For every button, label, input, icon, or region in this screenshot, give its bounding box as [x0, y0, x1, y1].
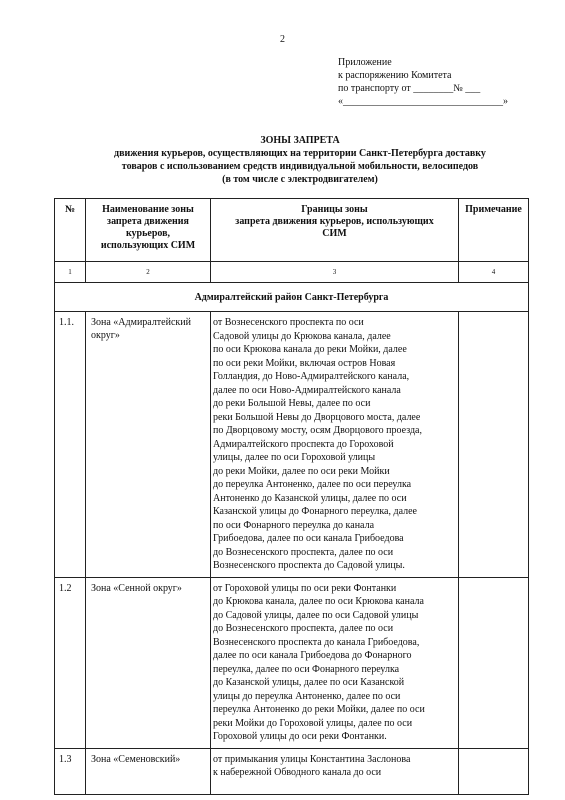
header-zone-name: Наименование зоны запрета движения курьеров, использующих СИМ — [86, 199, 211, 262]
boundary-line: Грибоедова, далее по оси канала Грибоедова — [213, 533, 404, 544]
title-line: движения курьеров, осуществляющих на территории Санкт-Петербурга доставку — [114, 148, 486, 159]
district-heading: Адмиралтейский район Санкт-Петербурга — [55, 283, 529, 312]
boundary-line: до Садовой улицы, далее по оси Садовой улицы — [213, 609, 419, 621]
row-number: 1.1. — [55, 312, 86, 578]
boundaries-cell — [211, 748, 459, 794]
boundary-line: по оси Крюкова канала до реки Мойки, далее — [213, 344, 407, 355]
table-row — [55, 748, 529, 794]
column-number-row — [55, 262, 529, 283]
boundaries-cell — [211, 312, 459, 578]
boundary-line: Антоненко до Казанской улицы, далее по оси — [213, 492, 407, 504]
column-number: 2 — [86, 262, 211, 283]
row-number: 1.2 — [55, 577, 86, 748]
boundary-line: по оси Фонарного переулка до канала — [213, 519, 375, 531]
title-line: (в том числе с электродвигателем) — [222, 174, 378, 185]
note-cell — [459, 748, 529, 794]
header-note: Примечание — [459, 199, 529, 262]
document-title — [60, 134, 540, 186]
appendix-line: к распоряжению Комитета — [338, 70, 452, 81]
zone-name-cell: Зона «Сенной округ» — [86, 577, 211, 748]
column-number: 4 — [459, 262, 529, 283]
boundary-line: далее по оси Ново-Адмиралтейского канала — [213, 384, 401, 396]
boundary-line: до Вознесенского проспекта, далее по оси — [213, 623, 394, 634]
boundary-line: Гороховой улицы до оси реки Фонтанки. — [213, 731, 387, 742]
row-number: 1.3 — [55, 748, 86, 794]
table-row — [55, 577, 529, 748]
boundary-line: до переулка Антоненко, далее по оси переулка — [213, 479, 412, 490]
boundary-line: Адмиралтейского проспекта до Гороховой — [213, 438, 394, 450]
boundary-line: улицы до переулка Антоненко, далее по оси — [213, 690, 401, 702]
boundary-line: до Вознесенского проспекта, далее по оси — [213, 546, 394, 558]
boundary-line: к набережной Обводного канала до оси — [213, 767, 382, 778]
title-line: товаров с использованием средств индивидуальной мобильности, велосипедов — [121, 161, 479, 172]
boundary-line: реки Большой Невы до Дворцового моста, далее — [213, 411, 421, 423]
zone-name-cell: Зона «Адмиралтейский округ» — [86, 312, 211, 578]
boundary-line: до реки Большой Невы, далее по оси — [213, 398, 371, 409]
title-line: ЗОНЫ ЗАПРЕТА — [260, 135, 340, 146]
boundary-line: Вознесенского проспекта до канала Грибоедова, — [213, 636, 420, 648]
boundary-line: Казанской улицы до Фонарного переулка, далее — [213, 506, 417, 517]
table-row — [55, 312, 529, 578]
appendix-block — [338, 56, 508, 108]
boundary-line: от Вознесенского проспекта по оси — [213, 317, 364, 328]
boundary-line: переулка Антоненко до реки Мойки, далее по оси — [213, 704, 425, 715]
boundary-line: Садовой улицы до Крюкова канала, далее — [213, 330, 391, 342]
boundaries-cell — [211, 577, 459, 748]
table-header-row — [55, 199, 529, 262]
boundary-line: переулка, далее по оси Фонарного переулка — [213, 663, 400, 675]
appendix-line: по транспорту от ________№ ___ — [338, 83, 481, 94]
boundary-line: от Гороховой улицы по оси реки Фонтанки — [213, 582, 397, 594]
note-cell — [459, 312, 529, 578]
boundary-line: по оси реки Мойки, включая остров Новая — [213, 357, 396, 369]
district-row — [55, 283, 529, 312]
boundary-line: до Казанской улицы, далее по оси Казанской — [213, 677, 405, 688]
boundary-line: реки Мойки до Гороховой улицы, далее по оси — [213, 717, 413, 729]
boundary-line: до реки Мойки, далее по оси реки Мойки — [213, 465, 390, 477]
header-number: № — [55, 199, 86, 262]
header-boundaries: Границы зоны запрета движения курьеров, использующих СИМ — [211, 199, 459, 262]
column-number: 3 — [211, 262, 459, 283]
appendix-line: Приложение — [338, 57, 392, 68]
column-number: 1 — [55, 262, 86, 283]
boundary-line: по Дворцовому мосту, осям Дворцового проезда, — [213, 425, 422, 436]
boundary-line: улицы, далее по оси Гороховой улицы — [213, 452, 376, 463]
boundary-line: далее по оси канала Грибоедова до Фонарного — [213, 650, 412, 661]
boundary-line: Голландия, до Ново-Адмиралтейского канала, — [213, 371, 410, 382]
zones-table — [54, 198, 529, 795]
note-cell — [459, 577, 529, 748]
boundary-line: Вознесенского проспекта до Садовой улицы. — [213, 560, 405, 571]
page-number: 2 — [280, 34, 285, 45]
boundary-line: до Крюкова канала, далее по оси Крюкова канала — [213, 596, 424, 607]
appendix-line: «________________________________» — [338, 96, 508, 107]
zone-name-cell: Зона «Семеновский» — [86, 748, 211, 794]
boundary-line: от примыкания улицы Константина Заслонова — [213, 753, 411, 765]
